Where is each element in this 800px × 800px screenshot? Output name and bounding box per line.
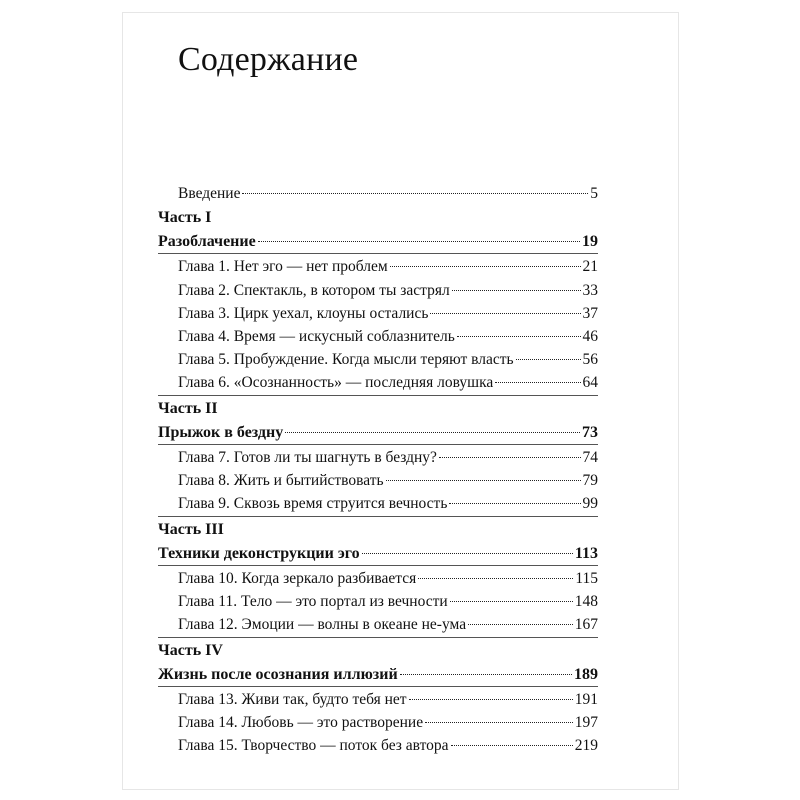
leader-dots [400, 674, 572, 675]
toc-entry-label: Глава 14. Любовь — это растворение [178, 714, 424, 731]
toc-entry-intro[interactable] [178, 184, 598, 204]
toc-page-number: 189 [574, 666, 598, 683]
leader-dots [390, 266, 581, 267]
leader-dots [258, 241, 580, 242]
leader-dots [285, 432, 580, 433]
toc-entry-label: Глава 4. Время — искусный соблазнитель [178, 328, 455, 345]
toc-entry-label: Глава 9. Сквозь время струится вечность [178, 495, 448, 512]
leader-dots [495, 382, 580, 383]
part-title: Техники деконструкции эго [158, 545, 360, 562]
toc-entry-chapter[interactable] [178, 690, 598, 710]
toc-entry-chapter[interactable] [178, 736, 598, 756]
toc-entry-label: Глава 2. Спектакль, в котором ты застрял [178, 282, 450, 299]
toc-entry-chapter[interactable] [178, 448, 598, 468]
divider [158, 444, 598, 445]
toc-entry-label: Глава 6. «Осознанность» — последняя ловушка [178, 374, 494, 391]
divider [158, 686, 598, 687]
toc-entry-label: Глава 10. Когда зеркало разбивается [178, 570, 417, 587]
toc-part-title[interactable] [158, 665, 598, 685]
toc-page-number: 73 [582, 424, 598, 441]
leader-dots [386, 480, 581, 481]
toc-entry-chapter[interactable] [178, 713, 598, 733]
toc-page-number: 46 [582, 328, 598, 345]
toc-entry-label: Глава 1. Нет эго — нет проблем [178, 258, 388, 275]
part-label: Часть II [158, 400, 218, 417]
toc-entry-label: Глава 8. Жить и бытийствовать [178, 472, 384, 489]
toc-entry-chapter[interactable] [178, 494, 598, 514]
toc-entry-chapter[interactable] [178, 281, 598, 301]
divider [158, 516, 598, 517]
toc-page-number: 64 [582, 374, 598, 391]
toc-entry-chapter[interactable] [178, 569, 598, 589]
toc-page-number: 19 [582, 233, 598, 250]
divider [158, 253, 598, 254]
part-label: Часть III [158, 521, 224, 538]
toc-entry-chapter[interactable] [178, 304, 598, 324]
leader-dots [450, 601, 573, 602]
toc-entry-label: Глава 5. Пробуждение. Когда мысли теряют власть [178, 351, 514, 368]
leader-dots [457, 336, 581, 337]
part-title: Разоблачение [158, 233, 256, 250]
toc-page-number: 33 [582, 282, 598, 299]
book-page [123, 13, 678, 789]
leader-dots [439, 457, 581, 458]
toc-page-number: 74 [582, 449, 598, 466]
toc-page-number: 37 [582, 305, 598, 322]
toc-entry-chapter[interactable] [178, 373, 598, 393]
toc-part-title[interactable] [158, 544, 598, 564]
divider [158, 395, 598, 396]
toc-entry-chapter[interactable] [178, 592, 598, 612]
divider [158, 565, 598, 566]
leader-dots [409, 699, 573, 700]
toc-page-number: 79 [582, 472, 598, 489]
page-title: Содержание [178, 41, 359, 78]
toc-entry-label: Глава 7. Готов ли ты шагнуть в бездну? [178, 449, 437, 466]
toc-entry-chapter[interactable] [178, 327, 598, 347]
leader-dots [516, 359, 581, 360]
part-label: Часть I [158, 209, 212, 226]
divider [158, 637, 598, 638]
toc-page-number: 167 [574, 616, 598, 633]
toc-page-number: 113 [574, 545, 598, 562]
toc-entry-label: Глава 11. Тело — это портал из вечности [178, 593, 448, 610]
toc-page-number: 115 [575, 570, 598, 587]
leader-dots [452, 290, 581, 291]
part-title: Жизнь после осознания иллюзий [158, 666, 398, 683]
leader-dots [425, 722, 573, 723]
leader-dots [451, 745, 573, 746]
toc-page-number: 148 [574, 593, 598, 610]
part-label: Часть IV [158, 642, 223, 659]
toc-page-number: 197 [574, 714, 598, 731]
toc-page-number: 99 [582, 495, 598, 512]
toc-entry-label: Глава 3. Цирк уехал, клоуны остались [178, 305, 429, 322]
toc-entry-label: Глава 15. Творчество — поток без автора [178, 737, 449, 754]
toc-entry-label: Введение [178, 185, 241, 202]
toc-entry-chapter[interactable] [178, 615, 598, 635]
toc-entry-label: Глава 12. Эмоции — волны в океане не-ума [178, 616, 467, 633]
toc-page-number: 219 [574, 737, 598, 754]
leader-dots [418, 578, 573, 579]
toc-entry-label: Глава 13. Живи так, будто тебя нет [178, 691, 407, 708]
leader-dots [449, 503, 580, 504]
toc-entry-chapter[interactable] [178, 350, 598, 370]
toc-page-number: 56 [582, 351, 598, 368]
toc-page-number: 191 [574, 691, 598, 708]
toc-entry-chapter[interactable] [178, 257, 598, 277]
toc-page-number: 21 [582, 258, 598, 275]
leader-dots [468, 624, 573, 625]
leader-dots [362, 553, 573, 554]
part-title: Прыжок в бездну [158, 424, 284, 441]
toc-part-title[interactable] [158, 423, 598, 443]
toc-part-title[interactable] [158, 232, 598, 252]
leader-dots [242, 193, 588, 194]
leader-dots [430, 313, 580, 314]
toc-entry-chapter[interactable] [178, 471, 598, 491]
toc-page-number: 5 [590, 185, 598, 202]
